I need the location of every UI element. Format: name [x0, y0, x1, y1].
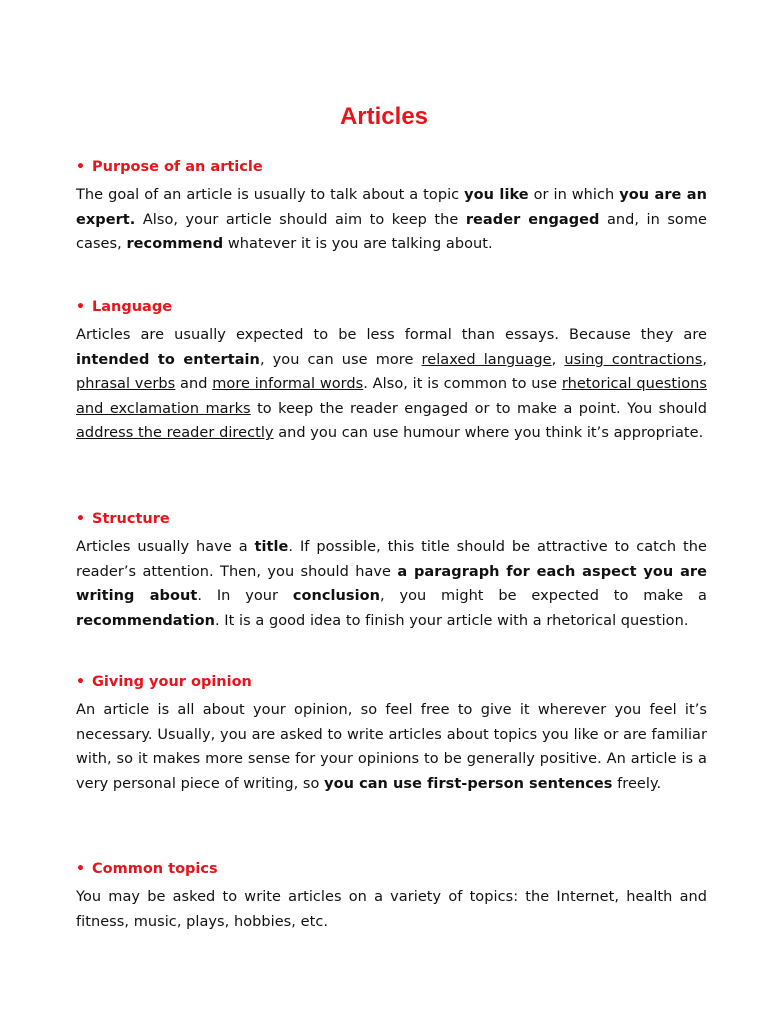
section-opinion — [76, 671, 707, 796]
section-heading — [76, 671, 707, 693]
underlined-text: phrasal verbs — [76, 376, 176, 393]
paragraph-text: Articles usually have a — [76, 539, 255, 555]
underlined-text: address the reader directly — [76, 425, 274, 442]
paragraph-text: . If possible, this title should be attractive to catch the reader’s attention. Then, you should have — [76, 539, 707, 580]
section-paragraph — [76, 885, 707, 934]
underlined-text: relaxed language — [421, 351, 552, 368]
paragraph-text: , you can use more — [259, 351, 422, 368]
emphasis-text: recommend — [126, 236, 224, 253]
section-heading-label: Language — [92, 299, 173, 315]
paragraph-text: Articles are usually expected to be less formal than essays. Because they are — [76, 327, 707, 343]
section-paragraph — [76, 183, 707, 257]
underlined-text: using contractions — [564, 351, 703, 368]
underlined-text: rhetorical questions and exclamation marks — [76, 376, 707, 417]
section-paragraph — [76, 698, 707, 796]
emphasis-text: recommendation — [76, 612, 215, 629]
paragraph-text: to keep the reader engaged or to make a point. You should — [250, 400, 707, 417]
section-heading-label: Purpose of an article — [92, 159, 263, 175]
section-structure — [76, 508, 707, 633]
paragraph-text: . In your — [197, 588, 293, 605]
emphasis-text: reader engaged — [465, 211, 600, 228]
paragraph-text: The goal of an article is usually to talk about a topic — [76, 187, 465, 203]
paragraph-text: or in which — [528, 187, 620, 203]
section-heading — [76, 156, 707, 178]
paragraph-text: , you might be expected to make a — [379, 588, 707, 605]
paragraph-text: Also, your article should aim to keep the — [135, 211, 466, 228]
paragraph-text: freely. — [612, 775, 662, 792]
emphasis-text: conclusion — [292, 588, 380, 605]
emphasis-text: intended to entertain — [76, 351, 260, 368]
section-heading-label: Common topics — [92, 861, 218, 877]
section-language — [76, 296, 707, 446]
bullet-icon: • — [76, 511, 85, 527]
bullet-icon: • — [76, 674, 85, 690]
section-heading — [76, 508, 707, 530]
page-title: Articles — [339, 103, 429, 130]
paragraph-text: You may be asked to write articles on a variety of topics: the Internet, health and fitness, music, plays, hobbies, etc. — [76, 889, 707, 930]
bullet-icon: • — [76, 159, 85, 175]
underlined-text: more informal words — [212, 376, 364, 393]
paragraph-text: and you can use humour where you think it’s appropriate. — [273, 425, 704, 442]
paragraph-text: whatever it is you are talking about. — [223, 236, 493, 253]
emphasis-text: you are an expert. — [76, 187, 708, 228]
section-heading — [76, 858, 707, 880]
emphasis-text: a paragraph for each aspect you are writing about — [76, 563, 708, 605]
paragraph-text: . Also, it is common to use — [363, 376, 562, 393]
emphasis-text: title — [254, 539, 289, 555]
paragraph-text: , — [702, 351, 707, 368]
section-purpose — [76, 156, 707, 257]
section-heading — [76, 296, 707, 318]
section-paragraph — [76, 535, 707, 633]
section-heading-label: Giving your opinion — [92, 674, 252, 690]
paragraph-text: and, in some cases, — [76, 211, 708, 253]
paragraph-text: , — [551, 351, 565, 368]
paragraph-text: and — [175, 376, 213, 393]
emphasis-text: you like — [464, 187, 529, 203]
paragraph-text: An article is all about your opinion, so feel free to give it wherever you feel it’s necessary. Usually, you are asked to write articles about topics you like or are familiar with, so it makes more sense for your opinions to be generally positive. An article is a very personal piece of writing, so — [76, 702, 707, 792]
section-paragraph — [76, 323, 707, 446]
bullet-icon: • — [76, 299, 85, 315]
emphasis-text: you can use first-person sentences — [324, 775, 613, 792]
paragraph-text: . It is a good idea to finish your article with a rhetorical question. — [214, 612, 689, 629]
section-topics — [76, 858, 707, 934]
section-heading-label: Structure — [92, 511, 170, 527]
bullet-icon: • — [76, 861, 85, 877]
